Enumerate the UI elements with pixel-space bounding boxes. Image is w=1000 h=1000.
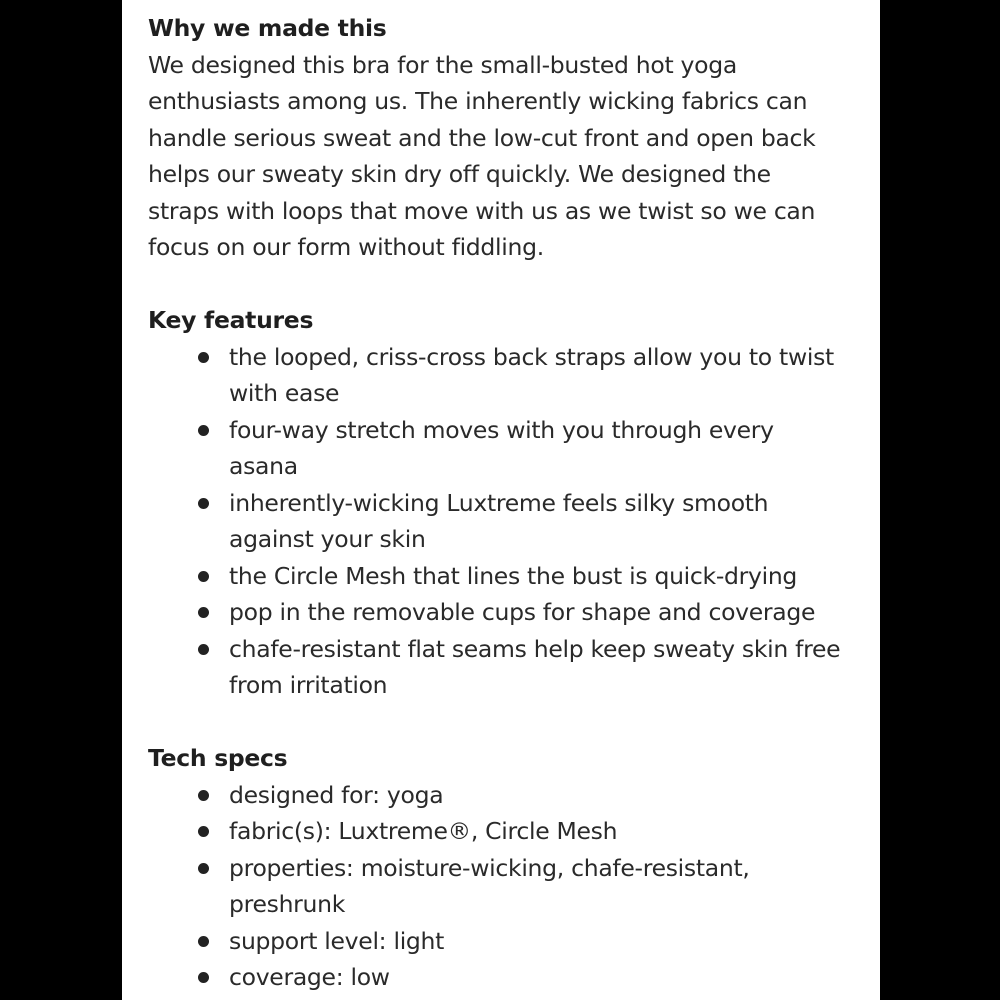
section-spacer bbox=[148, 266, 863, 303]
bullet-icon bbox=[198, 425, 209, 436]
feature-text-line: against your skin bbox=[229, 525, 426, 553]
feature-item bbox=[148, 485, 863, 558]
tech-specs-list bbox=[148, 777, 863, 996]
feature-item bbox=[148, 558, 863, 595]
feature-text-line: the Circle Mesh that lines the bust is quick-drying bbox=[229, 561, 798, 590]
bullet-icon bbox=[198, 790, 209, 801]
bullet-icon bbox=[198, 826, 209, 837]
why-we-made-this-text bbox=[148, 47, 863, 266]
tech-specs-heading: Tech specs bbox=[148, 744, 288, 772]
spec-text-line: properties: moisture-wicking, chafe-resistant, bbox=[229, 853, 750, 882]
bullet-icon bbox=[198, 352, 209, 363]
why-text-line: enthusiasts among us. The inherently wicking fabrics can bbox=[148, 87, 808, 115]
key-features-list bbox=[148, 339, 863, 704]
spec-text-line: fabric(s): Luxtreme®, Circle Mesh bbox=[229, 817, 618, 845]
feature-text-line: the looped, criss-cross back straps allow you to twist bbox=[229, 342, 834, 371]
why-text-line: We designed this bra for the small-busted hot yoga bbox=[148, 50, 737, 79]
spec-item bbox=[148, 813, 863, 850]
spec-text-line: preshrunk bbox=[229, 890, 346, 918]
feature-text-line: four-way stretch moves with you through every bbox=[229, 415, 774, 444]
bullet-icon bbox=[198, 571, 209, 582]
feature-item bbox=[148, 412, 863, 485]
feature-text-line: chafe-resistant flat seams help keep sweaty skin free bbox=[229, 634, 841, 663]
bullet-icon bbox=[198, 498, 209, 509]
spec-item bbox=[148, 777, 863, 814]
spec-item bbox=[148, 959, 863, 996]
feature-text-line: asana bbox=[229, 452, 298, 480]
feature-item bbox=[148, 594, 863, 631]
bullet-icon bbox=[198, 936, 209, 947]
why-we-made-this-heading: Why we made this bbox=[148, 14, 387, 42]
section-spacer bbox=[148, 704, 863, 741]
why-text-line: straps with loops that move with us as we twist so we can bbox=[148, 196, 816, 225]
feature-item bbox=[148, 339, 863, 412]
key-features-heading: Key features bbox=[148, 306, 314, 334]
why-text-line: focus on our form without fiddling. bbox=[148, 233, 544, 261]
spec-text-line: support level: light bbox=[229, 926, 445, 955]
feature-text-line: with ease bbox=[229, 379, 340, 407]
feature-text-line: inherently-wicking Luxtreme feels silky smooth bbox=[229, 488, 769, 517]
bullet-icon bbox=[198, 607, 209, 618]
feature-text-line: from irritation bbox=[229, 671, 388, 699]
spec-text-line: coverage: low bbox=[229, 963, 390, 991]
spec-item bbox=[148, 923, 863, 960]
bullet-icon bbox=[198, 972, 209, 983]
bullet-icon bbox=[198, 863, 209, 874]
why-text-line: helps our sweaty skin dry off quickly. We designed the bbox=[148, 160, 771, 188]
feature-text-line: pop in the removable cups for shape and coverage bbox=[229, 598, 816, 626]
spec-item bbox=[148, 850, 863, 923]
spec-text-line: designed for: yoga bbox=[229, 780, 444, 809]
product-details-panel bbox=[122, 0, 880, 1000]
bullet-icon bbox=[198, 644, 209, 655]
product-details-content bbox=[148, 10, 863, 996]
why-text-line: handle serious sweat and the low-cut front and open back bbox=[148, 123, 816, 152]
feature-item bbox=[148, 631, 863, 704]
